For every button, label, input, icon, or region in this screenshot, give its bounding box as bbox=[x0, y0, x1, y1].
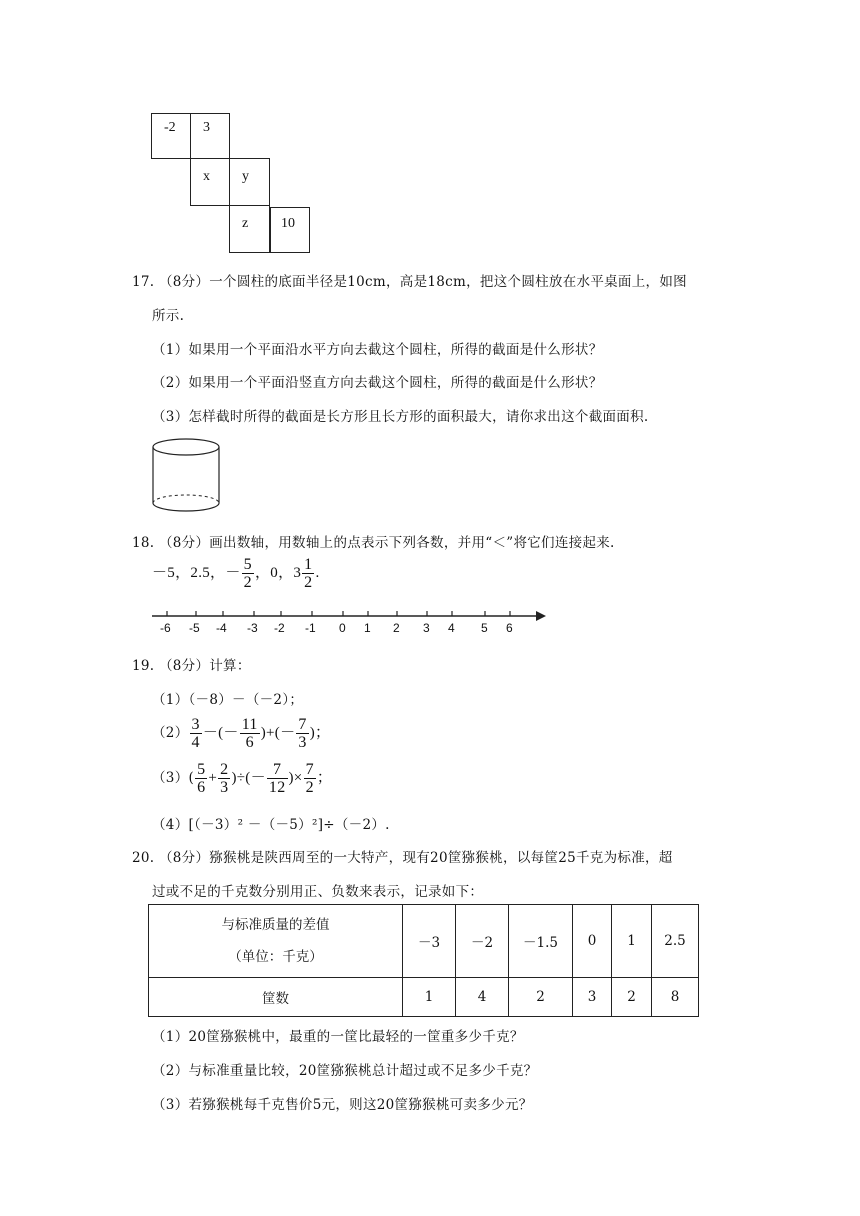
q20-sub3: （3）若猕猴桃每千克售价5元，则这20筐猕猴桃可卖多少元？ bbox=[152, 1097, 533, 1113]
denominator: 6 bbox=[245, 734, 254, 751]
fraction bbox=[302, 556, 314, 591]
table-cell: 8 bbox=[652, 978, 699, 1017]
axis-tick-label: 3 bbox=[423, 621, 430, 635]
data-table bbox=[148, 904, 699, 1017]
axis-tick-label: 4 bbox=[448, 621, 455, 635]
axis-tick-label: -3 bbox=[247, 621, 258, 635]
q20-sub2: （2）与标准重量比较，20筐猕猴桃总计超过或不足多少千克？ bbox=[152, 1063, 538, 1079]
axis-tick-label: -1 bbox=[305, 621, 316, 635]
q19-part3 bbox=[152, 761, 332, 796]
table-cell: 3 bbox=[573, 978, 612, 1017]
q17-sub3: （3）怎样截时所得的截面是长方形且长方形的面积最大，请你求出这个截面面积. bbox=[152, 409, 649, 425]
cylinder-figure bbox=[148, 436, 224, 516]
denominator: 3 bbox=[220, 779, 229, 796]
fraction bbox=[190, 716, 202, 751]
fraction bbox=[267, 761, 288, 796]
fraction bbox=[240, 716, 260, 751]
denominator: 6 bbox=[197, 779, 206, 796]
header-line: 与标准质量的差值 bbox=[221, 917, 330, 933]
axis-tick-label: -4 bbox=[216, 621, 227, 635]
denominator: 4 bbox=[191, 734, 200, 751]
numerator: 5 bbox=[197, 761, 206, 778]
table-cell: 4 bbox=[456, 978, 509, 1017]
q17-sub1: （1）如果用一个平面沿水平方向去截这个圆柱，所得的截面是什么形状？ bbox=[152, 342, 603, 358]
denominator: 2 bbox=[305, 779, 314, 796]
operator: －(－ bbox=[202, 724, 239, 741]
table-cell: 2 bbox=[612, 978, 652, 1017]
axis-tick-label: -6 bbox=[160, 621, 171, 635]
net-cell: y bbox=[229, 158, 270, 206]
fraction bbox=[195, 761, 207, 796]
table-header-cell bbox=[149, 905, 403, 978]
operator: )÷(－ bbox=[231, 769, 266, 786]
net-cell: -2 bbox=[151, 113, 191, 159]
operator: + bbox=[208, 769, 218, 786]
table-row bbox=[149, 978, 699, 1017]
operator: ； bbox=[316, 769, 333, 786]
denominator: 3 bbox=[298, 734, 307, 751]
q18-numbers bbox=[152, 556, 320, 591]
operator: )× bbox=[288, 769, 303, 786]
axis-tick-label: -2 bbox=[274, 621, 285, 635]
table-cell: 1 bbox=[403, 978, 456, 1017]
number-line-axis bbox=[150, 608, 550, 622]
q18-numbers-c: . bbox=[315, 564, 320, 581]
numerator: 1 bbox=[304, 556, 313, 573]
table-cell: －1.5 bbox=[509, 905, 573, 978]
q20-sub1: （1）20筐猕猴桃中，最重的一筐比最轻的一筐重多少千克？ bbox=[152, 1029, 524, 1045]
axis-tick-label: 0 bbox=[339, 621, 346, 635]
q17-line1: 17. （8分）一个圆柱的底面半径是10cm，高是18cm，把这个圆柱放在水平桌面上，如图 bbox=[132, 274, 687, 290]
numerator: 2 bbox=[220, 761, 229, 778]
table-cell: 2 bbox=[509, 978, 573, 1017]
table-cell: 1 bbox=[612, 905, 652, 978]
axis-tick-label: 5 bbox=[481, 621, 488, 635]
axis-tick-label: 2 bbox=[393, 621, 400, 635]
part-label: （2） bbox=[152, 724, 189, 741]
q17-sub2: （2）如果用一个平面沿竖直方向去截这个圆柱，所得的截面是什么形状？ bbox=[152, 375, 603, 391]
net-cell: 10 bbox=[270, 207, 310, 253]
numerator: 3 bbox=[191, 716, 200, 733]
net-cell: 3 bbox=[190, 113, 230, 159]
operator: )； bbox=[309, 724, 331, 741]
table-cell: 0 bbox=[573, 905, 612, 978]
q18-line1: 18. （8分）画出数轴，用数轴上的点表示下列各数，并用“＜”将它们连接起来. bbox=[132, 535, 615, 551]
denominator: 2 bbox=[304, 574, 313, 591]
q19-part1: （1）（－8）－（－2）； bbox=[152, 692, 304, 708]
q18-numbers-a: －5，2.5，－ bbox=[152, 564, 241, 581]
numerator: 7 bbox=[267, 761, 288, 779]
denominator: 12 bbox=[268, 779, 286, 796]
axis-tick-label: 6 bbox=[506, 621, 513, 635]
net-cell: z bbox=[229, 205, 270, 253]
table-row bbox=[149, 905, 699, 978]
q19-part2 bbox=[152, 716, 330, 751]
number-line bbox=[150, 608, 550, 638]
q20-line2: 过或不足的千克数分别用正、负数来表示，记录如下： bbox=[152, 884, 484, 900]
fraction bbox=[304, 761, 316, 796]
axis-tick-label: -5 bbox=[189, 621, 200, 635]
fraction bbox=[242, 556, 254, 591]
axis-tick-label: 1 bbox=[364, 621, 371, 635]
fraction bbox=[296, 716, 308, 751]
net-cell: x bbox=[190, 158, 230, 206]
q20-line1: 20. （8分）猕猴桃是陕西周至的一大特产，现有20筐猕猴桃，以每筐25千克为标准，超 bbox=[132, 850, 673, 866]
q19-line1: 19. （8分）计算： bbox=[132, 658, 251, 674]
table-cell: －2 bbox=[456, 905, 509, 978]
operator: )+(－ bbox=[260, 724, 296, 741]
q19-part4: （4）[（－3）² －（－5）²]÷（－2）. bbox=[152, 817, 390, 833]
header-line: （单位：千克） bbox=[228, 949, 323, 965]
denominator: 2 bbox=[243, 574, 252, 591]
numerator: 11 bbox=[241, 716, 258, 733]
numerator: 5 bbox=[243, 556, 252, 573]
table-cell: 2.5 bbox=[652, 905, 699, 978]
q18-numbers-b: ，0，3 bbox=[254, 564, 302, 581]
numerator: 7 bbox=[298, 716, 307, 733]
q17-line2: 所示. bbox=[152, 308, 185, 324]
fraction bbox=[218, 761, 230, 796]
part-label: （3）( bbox=[152, 769, 195, 786]
table-header-cell: 筐数 bbox=[149, 978, 403, 1017]
numerator: 7 bbox=[305, 761, 314, 778]
table-cell: －3 bbox=[403, 905, 456, 978]
